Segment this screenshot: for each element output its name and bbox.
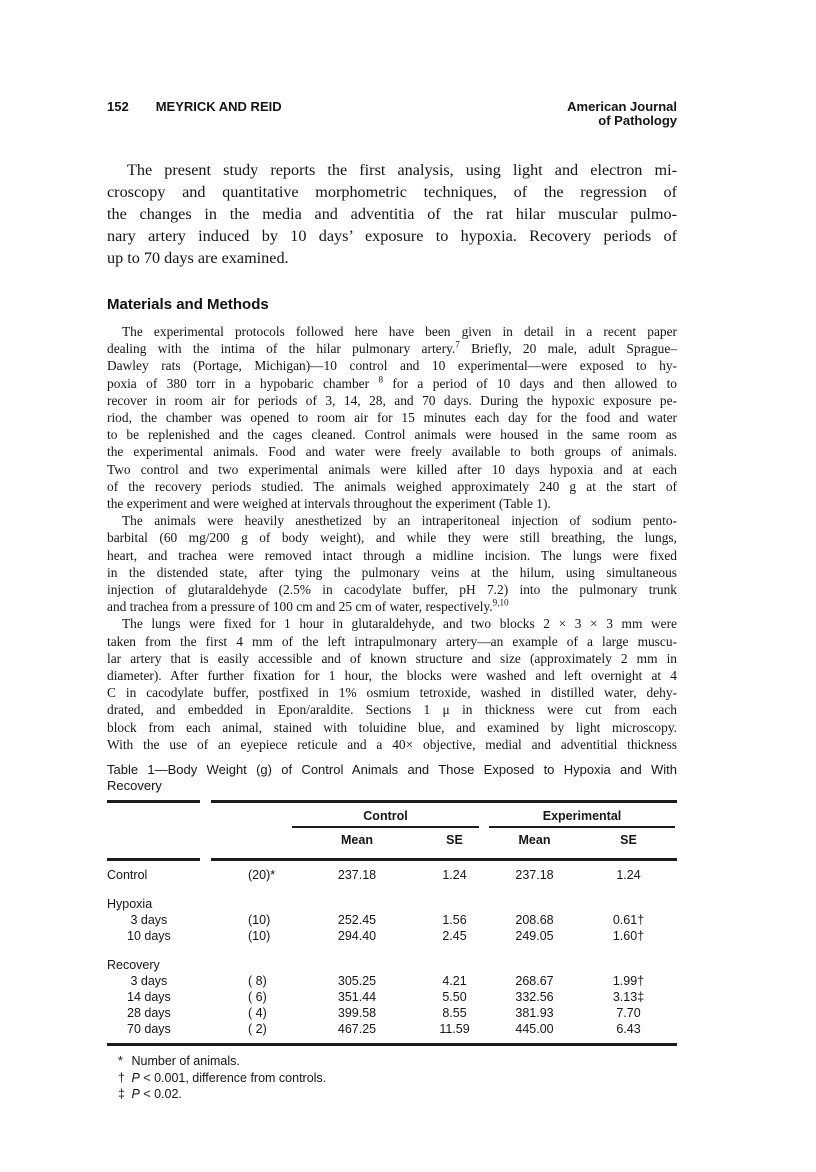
animal-count-cell: ( 6) bbox=[248, 990, 267, 1005]
control-se-cell: 2.45 bbox=[442, 929, 467, 944]
methods-paragraph-3 bbox=[107, 615, 677, 753]
text-line: The animals were heavily anesthetized by an intraperitoneal injection of sodium pento- bbox=[122, 513, 677, 529]
header-control-mean: Mean bbox=[341, 833, 373, 848]
experimental-mean-cell: 208.68 bbox=[515, 913, 554, 928]
table-row bbox=[107, 912, 677, 928]
text-line: block from each animal, stained with toluidine blue, and examined by light microscopy. bbox=[107, 719, 677, 735]
table-title bbox=[107, 762, 677, 794]
column-group-control: Control bbox=[292, 808, 479, 828]
header-experimental-se: SE bbox=[620, 833, 637, 848]
group-label: Hypoxia bbox=[107, 897, 153, 912]
table-row bbox=[107, 989, 677, 1005]
row-label-cell: 28 days bbox=[127, 1006, 171, 1021]
text-line: up to 70 days are examined. bbox=[107, 249, 289, 267]
table-row bbox=[107, 1021, 677, 1043]
text-line: Table 1—Body Weight (g) of Control Animals and Those Exposed to Hypoxia and With bbox=[107, 762, 677, 778]
text-line: the changes in the media and adventitia of the rat hilar muscular pulmo- bbox=[107, 205, 677, 223]
text-line: poxia of 380 torr in a hypobaric chamber $^8$ for a period of 10 days and then allowed to bbox=[107, 374, 677, 391]
footnote-symbol: † bbox=[118, 1070, 125, 1085]
text-line: With the use of an eyepiece reticule and a 40× objective, medial and adventitial thickness bbox=[107, 736, 677, 752]
row-label-cell: 14 days bbox=[127, 990, 171, 1005]
table-group-row bbox=[107, 957, 677, 973]
text-line: croscopy and quantitative morphometric techniques, of the regression of bbox=[107, 183, 677, 201]
experimental-mean-cell: 249.05 bbox=[515, 929, 554, 944]
control-se-cell: 5.50 bbox=[442, 990, 467, 1005]
text-line: to be replenished and the cages cleaned. Control animals were housed in the same room as bbox=[107, 427, 677, 443]
text-line: and trachea from a pressure of 100 cm and 25 cm of water, respectively.$^{9,10}$ bbox=[107, 597, 509, 615]
text-line: nary artery induced by 10 days’ exposure to hypoxia. Recovery periods of bbox=[107, 227, 677, 245]
experimental-mean-cell: 237.18 bbox=[515, 868, 554, 883]
table-subheaders bbox=[107, 828, 677, 852]
control-mean-cell: 399.58 bbox=[337, 1006, 377, 1021]
control-se-cell: 4.21 bbox=[442, 974, 467, 989]
text-line: Dawley rats (Portage, Michigan)—10 control and 10 experimental—were exposed to hy- bbox=[107, 358, 677, 374]
table-body bbox=[107, 861, 677, 1043]
row-label-cell: 70 days bbox=[127, 1022, 171, 1037]
control-mean-cell: 467.25 bbox=[337, 1022, 377, 1037]
table-row bbox=[107, 928, 677, 944]
experimental-se-cell: 1.99† bbox=[612, 974, 645, 989]
text-line: C in cacodylate buffer, postfixed in 1% osmium tetroxide, washed in distilled water, dehy- bbox=[107, 685, 677, 701]
text-line: The lungs were fixed for 1 hour in glutaraldehyde, and two blocks 2 × 3 × 3 mm were bbox=[122, 616, 677, 632]
row-label-cell: 3 days bbox=[127, 974, 168, 989]
rule-segment bbox=[107, 800, 200, 803]
journal-name-line2: of Pathology bbox=[598, 113, 677, 128]
journal-name-line1: American Journal bbox=[567, 99, 677, 114]
experimental-se-cell: 1.24 bbox=[616, 868, 641, 883]
text-line: the experiment and were weighed at intervals throughout the experiment (Table 1). bbox=[107, 496, 551, 512]
text-line: riod, the chamber was opened to room air for 15 minutes each day for the food and water bbox=[107, 410, 677, 426]
text-line: recover in room air for periods of 3, 14, 28, and 70 days. During the hypoxic exposure pe- bbox=[107, 392, 677, 408]
text-line: heart, and trachea were removed intact through a midline incision. The lungs were fixed bbox=[107, 547, 677, 563]
footnote-symbol: * bbox=[118, 1054, 123, 1069]
experimental-mean-cell: 332.56 bbox=[515, 990, 554, 1005]
table-rule-bottom bbox=[107, 1043, 677, 1046]
control-se-cell: 8.55 bbox=[442, 1006, 467, 1021]
footnote-symbol: ‡ bbox=[118, 1087, 125, 1102]
column-group-experimental: Experimental bbox=[489, 808, 675, 828]
section-heading: Materials and Methods bbox=[107, 296, 269, 313]
rule-segment bbox=[211, 858, 677, 861]
experimental-mean-cell: 445.00 bbox=[515, 1022, 554, 1037]
methods-paragraph-1 bbox=[107, 323, 677, 512]
running-title: MEYRICK AND REID bbox=[155, 99, 282, 114]
page-number: 152 bbox=[107, 99, 129, 114]
text-line: diameter). After further fixation for 1 hour, the blocks were washed and left overnight at 4 bbox=[107, 668, 677, 684]
text-line: barbital (60 mg/200 g of body weight), and while they were still breathing, the lungs, bbox=[107, 530, 677, 546]
experimental-se-cell: 6.43 bbox=[616, 1022, 641, 1037]
text-line: injection of glutaraldehyde (2.5% in cacodylate buffer, pH 7.2) into the pulmonary trunk bbox=[107, 582, 677, 598]
header-experimental-mean: Mean bbox=[518, 833, 551, 848]
animal-count-cell: ( 4) bbox=[248, 1006, 267, 1021]
control-mean-cell: 237.18 bbox=[337, 868, 377, 883]
text-line: The present study reports the first analysis, using light and electron mi- bbox=[127, 161, 677, 179]
control-mean-cell: 294.40 bbox=[337, 929, 377, 944]
table-rule-mid bbox=[107, 858, 677, 861]
text-line: Two control and two experimental animals were killed after 10 days hypoxia and at each bbox=[107, 461, 677, 477]
running-head-left bbox=[107, 100, 282, 114]
text-line: Recovery bbox=[107, 778, 162, 794]
journal-name bbox=[567, 100, 677, 128]
header-control-se: SE bbox=[446, 833, 463, 848]
animal-count-cell: (20)* bbox=[248, 868, 276, 883]
text-line: lar artery that is easily accessible and of known structure and size (approximately 2 mm in bbox=[107, 650, 677, 666]
text-line: in the distended state, after tying the pulmonary veins at the hilum, using simultaneous bbox=[107, 564, 677, 580]
table-column-groups bbox=[107, 803, 677, 828]
control-mean-cell: 252.45 bbox=[337, 913, 377, 928]
table-1 bbox=[107, 762, 677, 1103]
intro-paragraph bbox=[107, 159, 677, 269]
table-footnote: * Number of animals. bbox=[118, 1054, 240, 1069]
animal-count-cell: (10) bbox=[248, 913, 271, 928]
row-label-cell: 3 days bbox=[127, 913, 168, 928]
text-line: drated, and embedded in Epon/araldite. Sections 1 μ in thickness were cut from each bbox=[107, 702, 677, 718]
table-footnote: † P < 0.001, difference from controls. bbox=[118, 1070, 327, 1085]
animal-count-cell: ( 8) bbox=[248, 974, 267, 989]
control-se-cell: 11.59 bbox=[439, 1022, 470, 1037]
animal-count-cell: ( 2) bbox=[248, 1022, 267, 1037]
table-footnotes bbox=[107, 1053, 677, 1103]
control-mean-cell: 305.25 bbox=[337, 974, 377, 989]
table-row bbox=[107, 1005, 677, 1021]
control-se-cell: 1.24 bbox=[442, 868, 467, 883]
row-label-cell: 10 days bbox=[127, 929, 171, 944]
table-row bbox=[107, 973, 677, 989]
text-line: dealing with the intima of the hilar pulmonary artery.$^7$ Briefly, 20 male, adult Sprague– bbox=[107, 339, 678, 357]
experimental-se-cell: 0.61† bbox=[612, 913, 645, 928]
rule-segment bbox=[211, 800, 677, 803]
group-label: Recovery bbox=[107, 958, 160, 973]
table-footnote: ‡ P < 0.02. bbox=[118, 1087, 182, 1102]
experimental-se-cell: 7.70 bbox=[616, 1006, 641, 1021]
methods-paragraph-2 bbox=[107, 512, 677, 615]
experimental-mean-cell: 381.93 bbox=[515, 1006, 554, 1021]
experimental-se-cell: 3.13‡ bbox=[612, 990, 645, 1005]
control-se-cell: 1.56 bbox=[442, 913, 467, 928]
table-rule-top bbox=[107, 800, 677, 803]
spacer-cell bbox=[107, 832, 237, 848]
animal-count-cell: (10) bbox=[248, 929, 271, 944]
row-label-cell: Control bbox=[107, 868, 148, 883]
control-mean-cell: 351.44 bbox=[337, 990, 377, 1005]
text-line: of the recovery periods studied. The animals weighed approximately 240 g at the start of bbox=[107, 478, 677, 494]
running-head bbox=[107, 100, 677, 128]
text-line: The experimental protocols followed here have been given in detail in a recent paper bbox=[122, 324, 677, 339]
experimental-mean-cell: 268.67 bbox=[515, 974, 554, 989]
table-group-row bbox=[107, 896, 677, 912]
spacer-cell bbox=[237, 832, 292, 848]
experimental-se-cell: 1.60† bbox=[612, 929, 645, 944]
rule-segment bbox=[107, 858, 200, 861]
text-line: taken from the first 4 mm of the left intrapulmonary artery—an example of a large muscu- bbox=[107, 633, 677, 649]
text-line: the experimental animals. Food and water were freely available to both groups of animals. bbox=[107, 444, 677, 460]
table-row bbox=[107, 861, 677, 883]
